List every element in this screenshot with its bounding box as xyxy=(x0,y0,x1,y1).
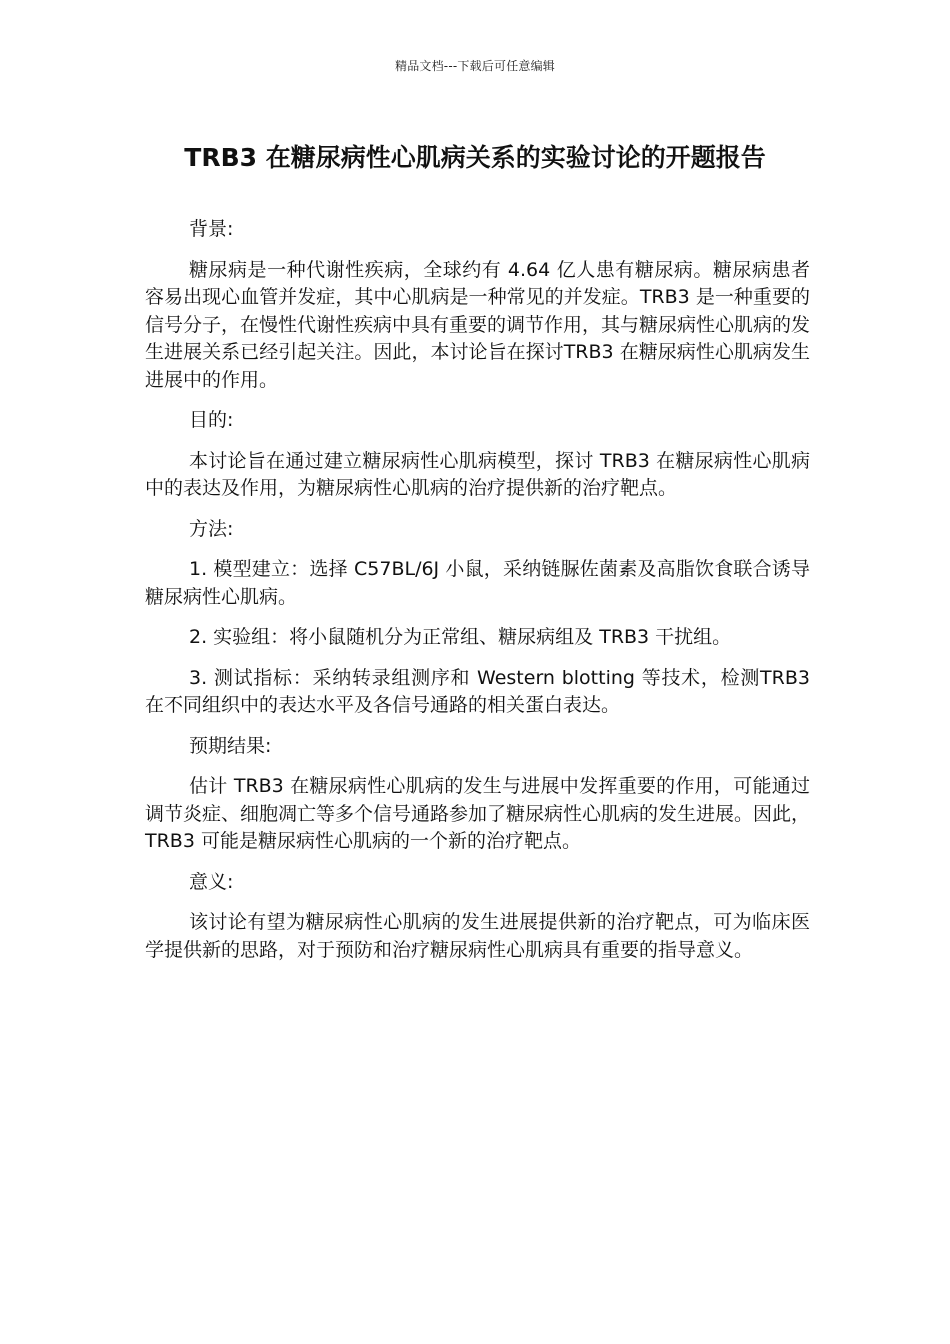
document-title: TRB3 在糖尿病性心肌病关系的实验讨论的开题报告 xyxy=(184,143,766,172)
paragraph-method-2: 2. 实验组：将小鼠随机分为正常组、糖尿病组及 TRB3 干扰组。 xyxy=(189,626,732,648)
section-heading-objective: 目的: xyxy=(189,409,234,431)
section-heading-significance: 意义: xyxy=(189,870,234,893)
paragraph-method-1: 1. 模型建立：选择 C57BL/6J 小鼠，采纳链脲佐菌素及高脂饮食联合诱导糖尿病性心肌病。 xyxy=(145,558,810,608)
paragraph-method-3: 3. 测试指标：采纳转录组测序和 Western blotting 等技术，检测TRB3 在不同组织中的表达水平及各信号通路的相关蛋白表达。 xyxy=(145,666,810,716)
paragraph-objective: 本讨论旨在通过建立糖尿病性心肌病模型，探讨 TRB3 在糖尿病性心肌病中的表达及作用，为糖尿病性心肌病的治疗提供新的治疗靶点。 xyxy=(145,449,810,499)
section-heading-background: 背景: xyxy=(189,218,234,240)
paragraph-significance: 该讨论有望为糖尿病性心肌病的发生进展提供新的治疗靶点，可为临床医学提供新的思路，对于预防和治疗糖尿病性心肌病具有重要的指导意义。 xyxy=(145,911,810,961)
page-header: 精品文档---下载后可任意编辑 xyxy=(395,59,555,73)
paragraph-expected-results: 估计 TRB3 在糖尿病性心肌病的发生与进展中发挥重要的作用，可能通过调节炎症、细胞凋亡等多个信号通路参加了糖尿病性心肌病的发生进展。因此，TRB3 可能是糖尿病性心肌病的一个新的治疗靶点。 xyxy=(145,775,811,852)
document-body xyxy=(145,216,810,977)
section-heading-expected-results: 预期结果: xyxy=(189,734,272,757)
section-heading-methods: 方法: xyxy=(189,517,234,540)
paragraph-background: 糖尿病是一种代谢性疾病，全球约有 4.64 亿人患有糖尿病。糖尿病患者容易出现心血管并发症，其中心肌病是一种常见的并发症。TRB3 是一种重要的信号分子，在慢性代谢性疾病中具有重要的调节作用，其与糖尿病性心肌病的发生进展关系已经引起关注。因此，本讨论旨在探讨TRB3 在糖尿病性心肌病发生进展中的作用。 xyxy=(145,258,811,391)
